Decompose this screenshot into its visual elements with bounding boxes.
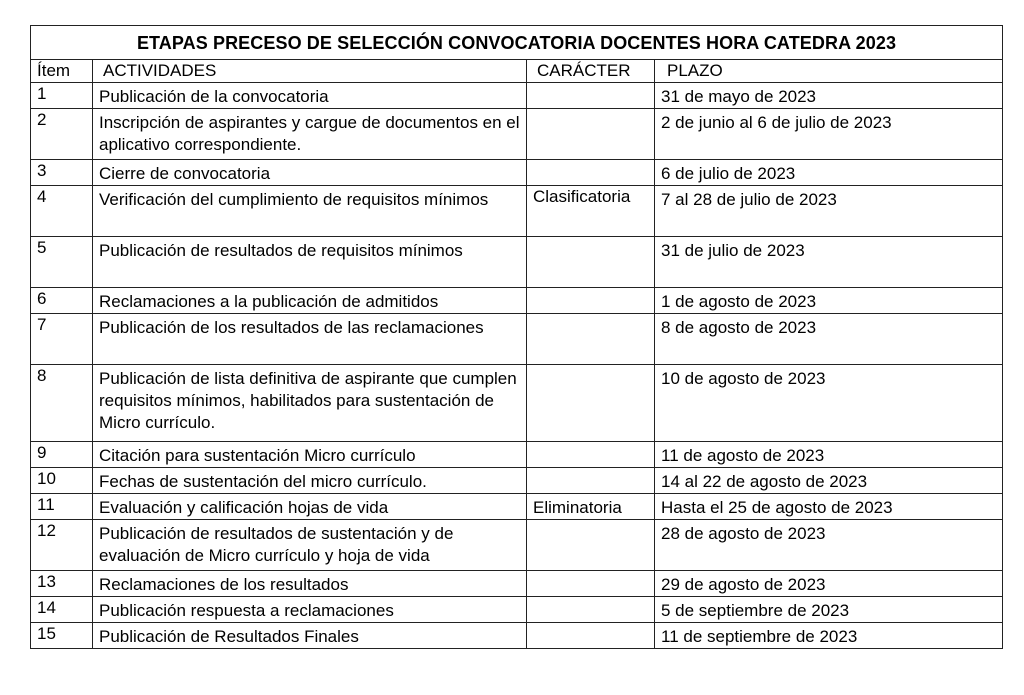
plazo-cell: Hasta el 25 de agosto de 2023	[655, 494, 1003, 520]
item-number: 15	[31, 623, 93, 649]
activity-cell: Reclamaciones de los resultados	[93, 571, 527, 597]
caracter-cell: Eliminatoria	[527, 494, 655, 520]
table-row	[31, 468, 1003, 494]
item-number: 1	[31, 83, 93, 109]
table-row	[31, 109, 1003, 160]
header-actividades: ACTIVIDADES	[93, 60, 527, 83]
activity-cell: Inscripción de aspirantes y cargue de documentos en el aplicativo correspondiente.	[93, 109, 527, 160]
table-row	[31, 83, 1003, 109]
table-row	[31, 442, 1003, 468]
caracter-cell	[527, 160, 655, 186]
header-item: Ítem	[31, 60, 93, 83]
activity-cell: Reclamaciones a la publicación de admitidos	[93, 288, 527, 314]
activity-cell: Publicación de la convocatoria	[93, 83, 527, 109]
item-number: 12	[31, 520, 93, 571]
caracter-cell	[527, 314, 655, 365]
item-number: 7	[31, 314, 93, 365]
item-number: 3	[31, 160, 93, 186]
caracter-cell	[527, 83, 655, 109]
caracter-cell	[527, 520, 655, 571]
plazo-cell: 2 de junio al 6 de julio de 2023	[655, 109, 1003, 160]
table-row	[31, 623, 1003, 649]
table-row	[31, 160, 1003, 186]
caracter-cell	[527, 468, 655, 494]
table-row	[31, 314, 1003, 365]
activity-cell: Publicación respuesta a reclamaciones	[93, 597, 527, 623]
plazo-cell: 31 de julio de 2023	[655, 237, 1003, 288]
plazo-cell: 10 de agosto de 2023	[655, 365, 1003, 442]
item-number: 10	[31, 468, 93, 494]
header-plazo: PLAZO	[655, 60, 1003, 83]
caracter-cell	[527, 288, 655, 314]
item-number: 11	[31, 494, 93, 520]
table-title: ETAPAS PRECESO DE SELECCIÓN CONVOCATORIA DOCENTES HORA CATEDRA 2023	[31, 26, 1003, 60]
activity-cell: Publicación de lista definitiva de aspirante que cumplen requisitos mínimos, habilitados para sustentación de Micro currículo.	[93, 365, 527, 442]
caracter-cell	[527, 109, 655, 160]
header-caracter: CARÁCTER	[527, 60, 655, 83]
activity-cell: Evaluación y calificación hojas de vida	[93, 494, 527, 520]
table-row	[31, 365, 1003, 442]
activity-cell: Cierre de convocatoria	[93, 160, 527, 186]
item-number: 13	[31, 571, 93, 597]
activity-cell: Publicación de resultados de requisitos mínimos	[93, 237, 527, 288]
plazo-cell: 5 de septiembre de 2023	[655, 597, 1003, 623]
caracter-cell	[527, 365, 655, 442]
plazo-cell: 6 de julio de 2023	[655, 160, 1003, 186]
item-number: 6	[31, 288, 93, 314]
plazo-cell: 11 de septiembre de 2023	[655, 623, 1003, 649]
item-number: 8	[31, 365, 93, 442]
caracter-cell: Clasificatoria	[527, 186, 655, 237]
plazo-cell: 7 al 28 de julio de 2023	[655, 186, 1003, 237]
item-number: 14	[31, 597, 93, 623]
activity-cell: Publicación de resultados de sustentación y de evaluación de Micro currículo y hoja de vida	[93, 520, 527, 571]
activity-cell: Publicación de Resultados Finales	[93, 623, 527, 649]
item-number: 9	[31, 442, 93, 468]
caracter-cell	[527, 623, 655, 649]
plazo-cell: 28 de agosto de 2023	[655, 520, 1003, 571]
table-row	[31, 186, 1003, 237]
table-row	[31, 237, 1003, 288]
schedule-table	[30, 25, 1003, 649]
plazo-cell: 14 al 22 de agosto de 2023	[655, 468, 1003, 494]
caracter-cell	[527, 442, 655, 468]
plazo-cell: 8 de agosto de 2023	[655, 314, 1003, 365]
activity-cell: Citación para sustentación Micro currículo	[93, 442, 527, 468]
activity-cell: Publicación de los resultados de las reclamaciones	[93, 314, 527, 365]
table-row	[31, 520, 1003, 571]
table-row	[31, 597, 1003, 623]
plazo-cell: 31 de mayo de 2023	[655, 83, 1003, 109]
table-row	[31, 571, 1003, 597]
activity-cell: Verificación del cumplimiento de requisitos mínimos	[93, 186, 527, 237]
table-row	[31, 288, 1003, 314]
plazo-cell: 11 de agosto de 2023	[655, 442, 1003, 468]
plazo-cell: 1 de agosto de 2023	[655, 288, 1003, 314]
caracter-cell	[527, 571, 655, 597]
caracter-cell	[527, 237, 655, 288]
activity-cell: Fechas de sustentación del micro currículo.	[93, 468, 527, 494]
table-row	[31, 494, 1003, 520]
caracter-cell	[527, 597, 655, 623]
item-number: 2	[31, 109, 93, 160]
item-number: 5	[31, 237, 93, 288]
item-number: 4	[31, 186, 93, 237]
plazo-cell: 29 de agosto de 2023	[655, 571, 1003, 597]
